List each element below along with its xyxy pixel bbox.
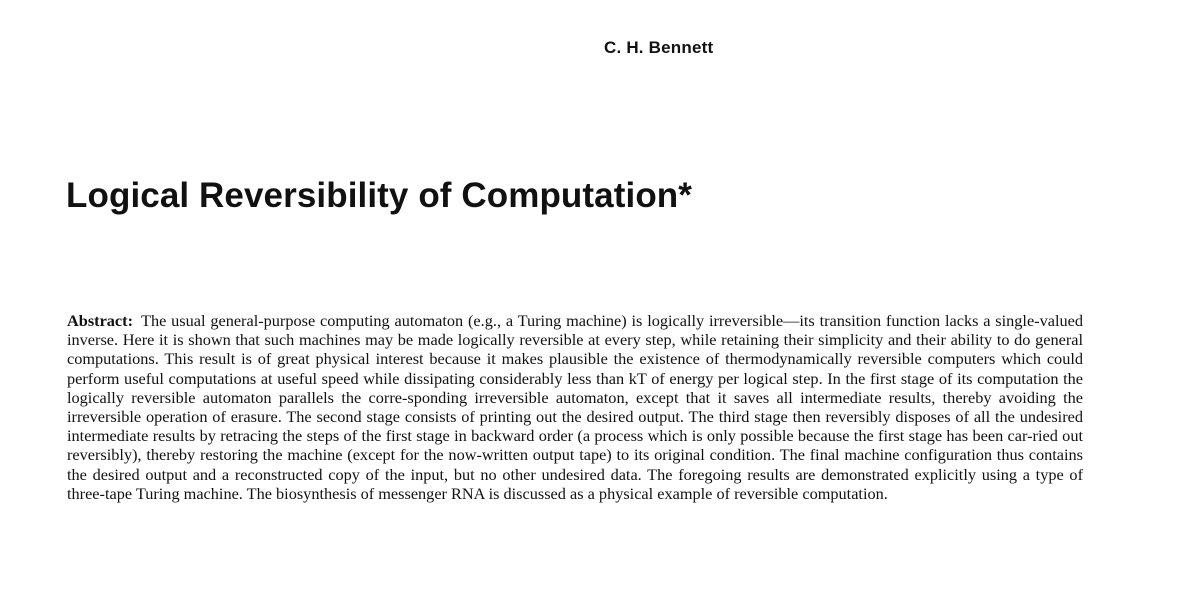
paper-title: Logical Reversibility of Computation* (66, 176, 692, 215)
author-name: C. H. Bennett (604, 38, 714, 57)
abstract-text: The usual general-purpose computing automaton (e.g., a Turing machine) is logically irreversible—its transition function lacks a single-valued inverse. Here it is shown that such machines may be made logically reversible at every step, while retaining their simplicity and their ability to do general computations. This result is of great physical interest because it makes plausible the existence of thermodynamically reversible computers which could perform useful computations at useful speed while dissipating considerably less than kT of energy per logical step. In the first stage of its computation the logically reversible automaton parallels the corre-sponding irreversible automaton, except that it saves all intermediate results, thereby avoiding the irreversible operation of erasure. The second stage consists of printing out the desired output. The third stage then reversibly disposes of all the undesired intermediate results by retracing the steps of the first stage in backward order (a process which is only possible because the first stage has been car-ried out reversibly), thereby restoring the machine (except for the now-written output tape) to its original condition. The final machine configuration thus contains the desired output and a reconstructed copy of the input, but no other undesired data. The foregoing results are demonstrated explicitly using a type of three-tape Turing machine. The biosynthesis of messenger RNA is discussed as a physical example of reversible computation. (67, 311, 1083, 503)
abstract-label: Abstract: (67, 311, 134, 330)
abstract (67, 311, 1083, 503)
